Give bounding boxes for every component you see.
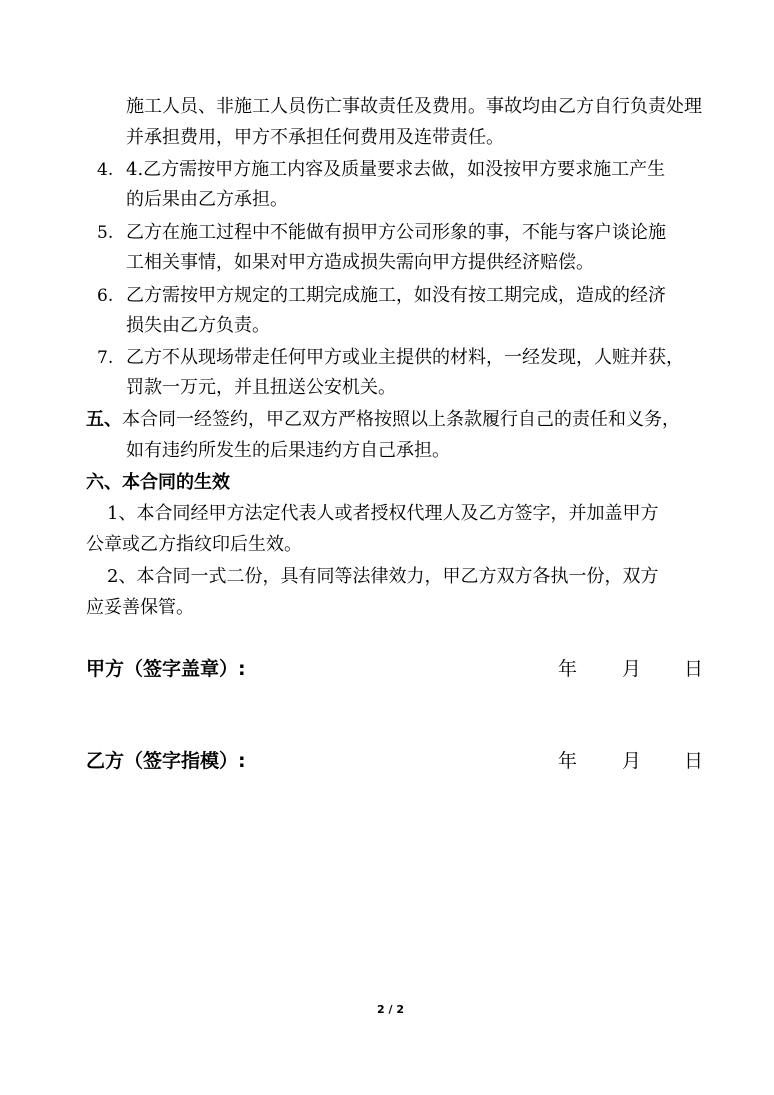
clause-7-number: 7. <box>97 348 114 368</box>
section-6-heading: 六、本合同的生效 <box>86 472 230 493</box>
section-5-label: 五、 <box>86 409 122 430</box>
clause-5-line-2: 工相关事情，如果对甲方造成损失需向甲方提供经济赔偿。 <box>126 252 594 273</box>
clause-5-number: 5. <box>97 223 114 243</box>
section-5-line-2: 如有违约所发生的后果违约方自己承担。 <box>126 440 450 461</box>
clause-7-line-2: 罚款一万元，并且扭送公安机关。 <box>126 377 396 398</box>
party-a-date-month: 月 <box>622 658 642 680</box>
party-a-date-year: 年 <box>558 658 578 680</box>
clause-4-line-2: 的后果由乙方承担。 <box>126 189 288 210</box>
clause-7-line-1: 乙方不从现场带走任何甲方或业主提供的材料，一经发现，人赃并获， <box>126 347 684 368</box>
section-6-paragraph-1-line-2: 公章或乙方指纹印后生效。 <box>86 534 302 555</box>
clause-continuation-line-2: 并承担费用，甲方不承担任何费用及连带责任。 <box>126 127 504 148</box>
party-a-date-day: 日 <box>684 658 704 680</box>
clause-5-line-1: 乙方在施工过程中不能做有损甲方公司形象的事，不能与客户谈论施 <box>126 222 666 243</box>
clause-6-line-1: 乙方需按甲方规定的工期完成施工，如没有按工期完成，造成的经济 <box>126 285 666 306</box>
section-5-line-1: 本合同一经签约，甲乙双方严格按照以上条款履行自己的责任和义务， <box>122 409 680 430</box>
page-number: 2 / 2 <box>377 1003 404 1016</box>
section-5 <box>86 407 680 433</box>
party-b-date-day: 日 <box>684 750 704 772</box>
party-b-date-year: 年 <box>558 750 578 772</box>
clause-6-line-2: 损失由乙方负责。 <box>126 315 270 336</box>
clause-4-line-1: 4.乙方需按甲方施工内容及质量要求去做，如没按甲方要求施工产生 <box>126 159 666 180</box>
section-6-paragraph-2-line-2: 应妥善保管。 <box>86 597 194 618</box>
clause-6-number: 6. <box>97 286 114 306</box>
section-6-paragraph-1-line-1: 1、本合同经甲方法定代表人或者授权代理人及乙方签字，并加盖甲方 <box>107 503 659 524</box>
party-b-date-month: 月 <box>622 750 642 772</box>
clause-4-number: 4. <box>97 160 114 180</box>
clause-continuation-line-1: 施工人员、非施工人员伤亡事故责任及费用。事故均由乙方自行负责处理 <box>126 96 702 117</box>
party-a-signature-label: 甲方（签字盖章）: <box>86 658 246 680</box>
party-b-signature-label: 乙方（签字指模）: <box>86 750 246 772</box>
section-6-paragraph-2-line-1: 2、本合同一式二份，具有同等法律效力，甲乙方双方各执一份，双方 <box>107 566 659 587</box>
